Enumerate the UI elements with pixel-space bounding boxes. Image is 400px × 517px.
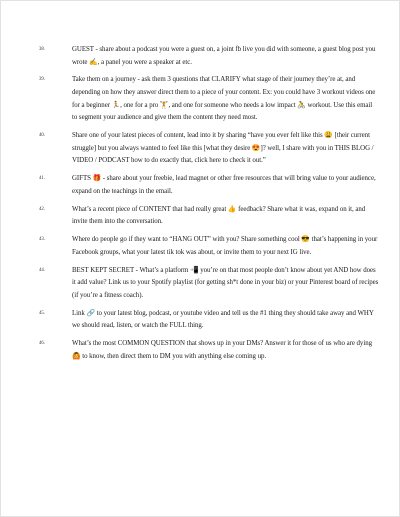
item-number: 40.: [39, 133, 45, 139]
list-item: [39, 265, 379, 303]
item-number: 39.: [39, 77, 45, 83]
item-text: Link 🔗 to your latest blog, podcast, or youtube video and tell us the #1 thing they should take away and WHY we should read, listen, or watch the FULL thing.: [72, 309, 374, 330]
item-number: 42.: [39, 206, 45, 212]
item-number: 46.: [39, 341, 45, 347]
list-item: [39, 44, 379, 69]
item-text: Where do people go if they want to “HANG OUT” with you? Share something cool 😎 that’s happening in your Facebook groups, what your latest tik tok was about, or invite them to your next IG live.: [72, 236, 378, 256]
item-text: What’s a recent piece of CONTENT that had really great 👍 feedback? Share what it was, expand on it, and invite them into the conversation.: [72, 205, 366, 226]
item-number: 41.: [39, 176, 45, 182]
item-number: 45.: [39, 310, 45, 316]
item-number: 38.: [39, 47, 45, 52]
list-item: [39, 74, 379, 124]
item-number: 43.: [39, 237, 45, 243]
list-item: [39, 308, 379, 333]
item-text: GUEST - share about a podcast you were a guest on, a joint fb live you did with someone, a guest blog post you wrote ✍️, a panel you were a speaker at etc.: [72, 46, 376, 66]
item-text: BEST KEPT SECRET - What’s a platform 📲 you’re on that most people don’t know about yet AND how does it add value? Link us to your Spotify playlist (for getting sh*t done in your biz) or your Pinterest board of recipes (if you’re a fitness coach).: [72, 266, 379, 299]
item-number: 44.: [39, 267, 45, 273]
item-text: What’s the most COMMON QUESTION that shows up in your DMs? Answer it for those of us who are dying 🙆 to know, then direct them to DM you with anything else coming up.: [72, 340, 372, 360]
list-item: [39, 338, 379, 363]
ideas-list: [39, 44, 379, 369]
item-text: Take them on a journey - ask them 3 questions that CLARIFY what stage of their journey they’re at, and depending on how they answer direct them to a piece of your content. Ex: you could have 3 workout videos one for a beginner 🏃, one for a pro 🏋️, and one for someone who needs a low impact 🚴 workout. Use this email to segment your audience and give them the content they need most.: [72, 76, 376, 122]
list-item: [39, 204, 379, 229]
list-item: [39, 173, 379, 198]
item-text: Share one of your latest pieces of content, lead into it by sharing “have you ever felt like this 😩 [their current struggle] but you always wanted to feel like this [what they desire 😍]? well, I share with you in THIS BLOG / VIDEO / PODCAST how to do exactly that, click here to check it out.”: [72, 132, 374, 165]
item-text: GIFTS 🎁 - share about your freebie, lead magnet or other free resources that will bring value to your audience, expand on the teachings in the email.: [72, 175, 376, 195]
list-item: [39, 234, 379, 259]
list-item: [39, 130, 379, 168]
